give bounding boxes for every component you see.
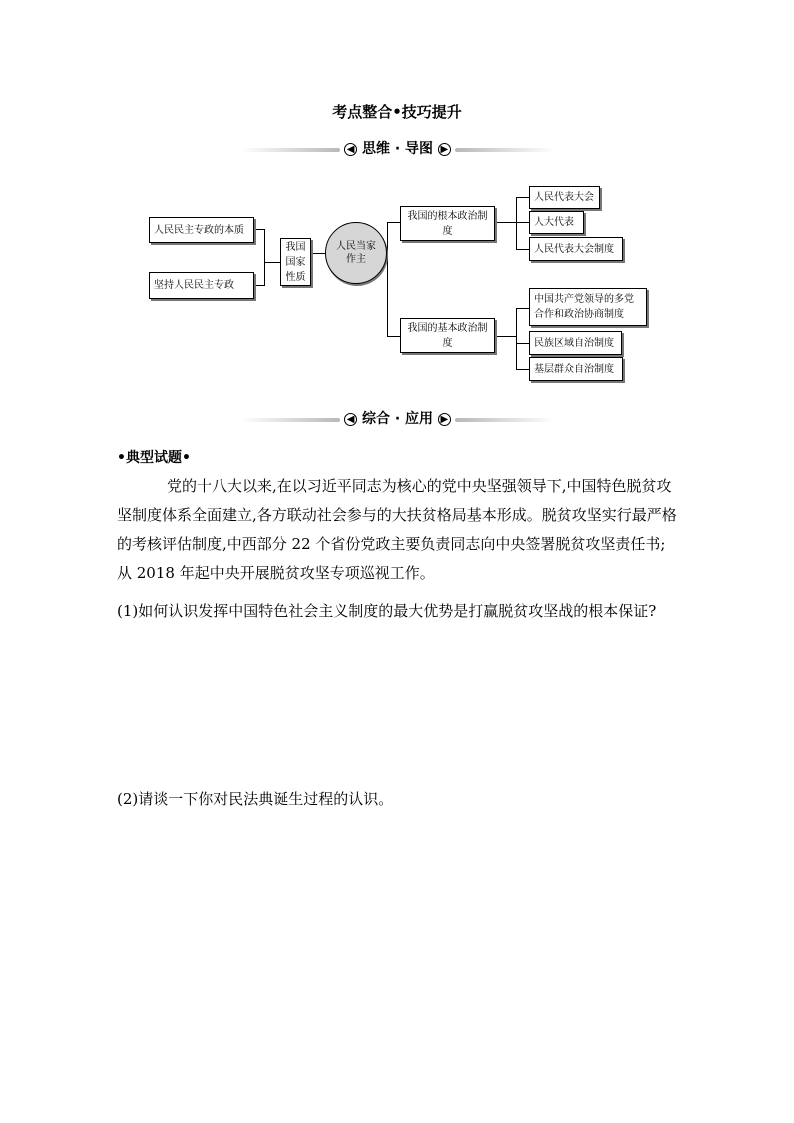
connector bbox=[387, 222, 388, 337]
material-paragraph: 党的十八大以来,在以习近平同志为核心的党中央坚强领导下,中国特色脱贫攻坚制度体系全面建立,各方联动社会参与的大扶贫格局基本形成。脱贫攻坚实行最严格的考核评估制度,中西部分 22 个省份党政主要负责同志向中央签署脱贫攻坚责任书; 从 2018 年起中央开展脱贫攻坚专项巡视工作。 bbox=[117, 477, 677, 582]
node-national-nature: 我国国家性质 bbox=[280, 238, 311, 286]
page-title: 考点整合•技巧提升 bbox=[332, 103, 462, 121]
node-npc: 人民代表大会 bbox=[529, 186, 600, 209]
connector bbox=[264, 229, 265, 286]
question-1: (1)如何认识发挥中国特色社会主义制度的最大优势是打赢脱贫攻坚战的根本保证? bbox=[117, 602, 657, 620]
connector bbox=[387, 222, 400, 223]
node-uphold: 坚持人民民主专政 bbox=[149, 272, 254, 299]
connector bbox=[516, 197, 529, 198]
connector bbox=[516, 308, 529, 309]
connector bbox=[516, 369, 529, 370]
banner-label: 思维 · 导图 bbox=[361, 141, 434, 157]
mindmap-banner bbox=[240, 139, 555, 159]
connector bbox=[254, 229, 264, 230]
connector bbox=[311, 253, 325, 254]
node-npc-system: 人民代表大会制度 bbox=[529, 237, 623, 261]
node-center-label: 人民当家作主 bbox=[336, 241, 376, 265]
node-essence: 人民民主专政的本质 bbox=[149, 217, 254, 243]
connector bbox=[495, 222, 516, 223]
connector bbox=[387, 336, 400, 337]
node-fundamental-system: 我国的根本政治制度 bbox=[400, 206, 495, 241]
node-basic-system: 我国的基本政治制度 bbox=[400, 318, 495, 353]
connector bbox=[516, 343, 529, 344]
connector bbox=[264, 262, 280, 263]
connector bbox=[254, 285, 264, 286]
connector bbox=[516, 249, 529, 250]
application-banner bbox=[240, 409, 555, 429]
triangle-right-icon: ▶ bbox=[438, 143, 451, 156]
connector bbox=[516, 222, 529, 223]
banner-label: 综合 · 应用 bbox=[361, 411, 434, 427]
node-center bbox=[325, 222, 387, 284]
node-multiparty-cooperation: 中国共产党领导的多党合作和政治协商制度 bbox=[529, 288, 647, 326]
triangle-right-icon: ▶ bbox=[438, 413, 451, 426]
question-2: (2)请谈一下你对民法典诞生过程的认识。 bbox=[117, 790, 394, 808]
triangle-left-icon: ◀ bbox=[344, 143, 357, 156]
connector bbox=[516, 197, 517, 250]
connector bbox=[516, 308, 517, 370]
node-regional-autonomy: 民族区域自治制度 bbox=[529, 331, 622, 355]
section-heading: •典型试题• bbox=[117, 450, 191, 466]
connector bbox=[495, 336, 516, 337]
node-deputies: 人大代表 bbox=[529, 211, 584, 234]
node-grassroots-autonomy: 基层群众自治制度 bbox=[529, 357, 623, 381]
triangle-left-icon: ◀ bbox=[344, 413, 357, 426]
